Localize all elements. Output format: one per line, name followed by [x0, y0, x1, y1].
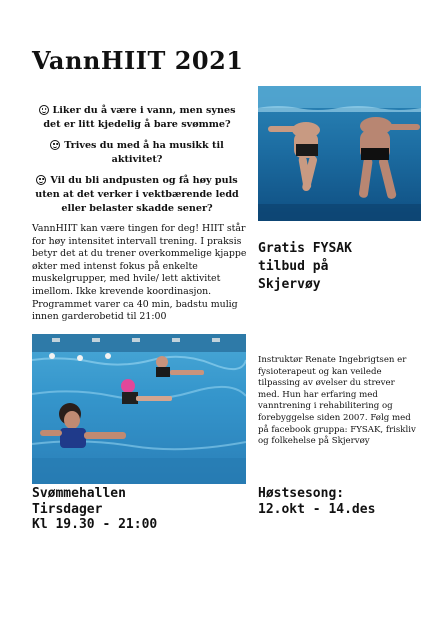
pool-exercise-photo — [32, 334, 246, 484]
smiley-icon — [36, 175, 46, 185]
underwater-exercise-photo — [258, 86, 421, 221]
offer-line: Gratis FYSAK — [258, 241, 352, 256]
instructor-info: Instruktør Renate Ingebrigtsen er fysioterapeut og kan veilede tilpassing av øvelser du strever med. Hun har erfaring med vanntrening i rehabilitering og forebyggelse siden 2007. Følg med på facebook gruppa: FYSAK, friskliv og folkehelse på Skjervøy — [258, 355, 416, 447]
question-item — [32, 104, 242, 132]
question-item — [32, 139, 242, 167]
venue-day: Tirsdager — [32, 501, 103, 517]
page-title: VannHIIT 2021 — [32, 46, 244, 75]
question-list — [32, 104, 242, 223]
fysak-offer — [258, 240, 418, 294]
season-info — [258, 486, 375, 517]
offer-line: tilbud på — [258, 259, 329, 274]
venue-time: Kl 19.30 - 21:00 — [32, 517, 158, 532]
underwater-exercise-illustration — [258, 86, 421, 221]
question-text: Liker du å være i vann, men synes det er litt kjedelig å bare svømme? — [43, 105, 236, 130]
question-item — [32, 174, 242, 216]
season-label: Høstsesong: — [258, 486, 345, 501]
smiley-icon — [39, 105, 49, 115]
intro-paragraph: VannHIIT kan være tingen for deg! HIIT står for høy intensitet intervall trening. I praksis betyr det at du trener overkommelige kjappe økter med intenst fokus på enkelte muskelgrupper, med hvile/ lett aktivitet imellom. Ikke krevende koordinasjon. Programmet varer ca 40 min, badstu mulig innen garderobetid til 21:00 — [32, 223, 247, 323]
question-text: Trives du med å ha musikk til aktivitet? — [64, 140, 224, 165]
question-text: Vil du bli andpusten og få høy puls uten at det verker i vektbærende ledd eller belaster skadde sener? — [35, 175, 239, 214]
offer-line: Skjervøy — [258, 277, 321, 292]
smiley-icon — [50, 140, 60, 150]
venue-place: Svømmehallen — [32, 486, 126, 501]
season-dates: 12.okt - 14.des — [258, 501, 376, 517]
venue-info — [32, 486, 157, 533]
pool-exercise-illustration — [32, 334, 246, 484]
